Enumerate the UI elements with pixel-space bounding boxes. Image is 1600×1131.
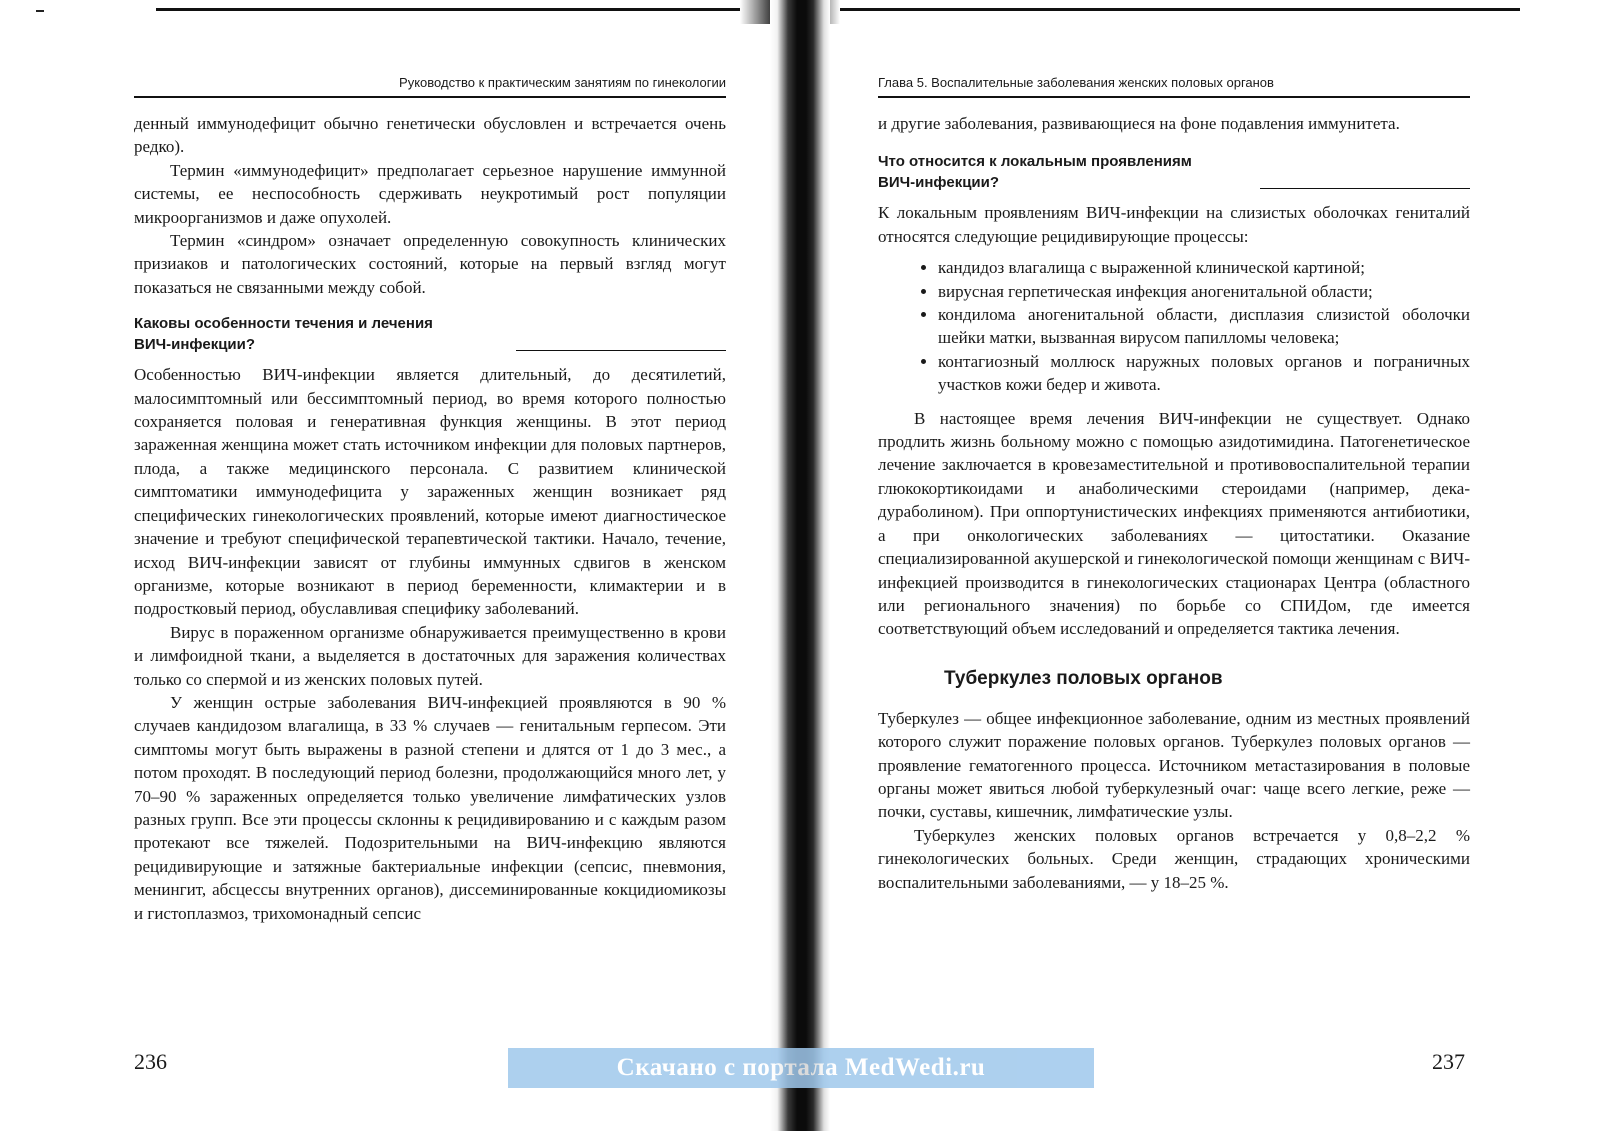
right-paragraph-local: К локальным проявлениям ВИЧ-инфекции на слизистых оболочках гениталий относятся следующие рецидивирующие процессы: — [878, 203, 1470, 246]
left-paragraph-3: Термин «синдром» означает определенную совокупность клинических призиаков и патологических состояний, которые на первый взгляд могут показаться не связанными между собой. — [134, 231, 726, 297]
watermark-banner — [508, 1048, 1094, 1088]
section-title: Туберкулез половых органов — [944, 667, 1223, 689]
left-page-number: 236 — [134, 1049, 167, 1074]
right-subheading — [878, 151, 1470, 193]
list-item: • кандидоз влагалища с выраженной клинической картиной; — [938, 256, 1470, 279]
watermark-text: Скачано с портала MedWedi.ru — [616, 1054, 986, 1081]
list-item: • кондилома аногенитальной области, дисплазия слизистой оболочки шейки матки, вызванная вирусом папилломы человека; — [938, 303, 1470, 350]
left-subheading — [134, 313, 726, 355]
right-subheading-rule — [1260, 188, 1470, 189]
book-spine-shadow — [770, 0, 830, 1131]
left-paragraph-1: денный иммунодефицит обычно генетически обусловлен и встречается очень редко). — [134, 114, 726, 157]
left-running-head: Руководство к практическим занятиям по гинекологии — [134, 74, 726, 98]
list-item: • контагиозный моллюск наружных половых органов и пограничных участков кожи бедер и живота. — [938, 350, 1470, 397]
right-page-number: 237 — [1432, 1049, 1465, 1074]
left-paragraph-women: У женщин острые заболевания ВИЧ-инфекцией проявляются в 90 % случаев кандидозом влагалища, в 33 % случаев — генитальным герпесом. Эти симптомы могут быть выражены в разной степени и длятся от 1 до 3 мес., а потом проходят. В последующий период болезни, продолжающийся много лет, у 70–90 % зараженных определяется только увеличение лимфатических узлов разных групп. Все эти процессы склонны к рецидивированию и с каждым разом протекают все тяжелей. Подозрительными на ВИЧ-инфекцию являются рецидивирующие и затяжные бактериальные инфекции (сепсис, пневмония, менингит, абсцессы внутренних органов), диссеминированные кокцидиомикозы и гистоплазмоз, трихомонадный сепсис — [134, 692, 726, 923]
right-paragraph-treatment: В настоящее время лечения ВИЧ-инфекции не существует. Однако продлить жизнь больному можно с помощью азидотимидина. Патогенетическое лечение заключается в кровезаместительной и противовоспалительной терапии глюкокортикоидами и анаболическими стероидами (например, дека-дураболином). При оппортунистических инфекциях применяются антибиотики, а при онкологических заболеваниях — цитостатики. Оказание специализированной акушерской и гинекологической помощи женщинам с ВИЧ-инфекцией производится в гинекологических стационарах Центра (областного или регионального значения) по борьбе со СПИДом, где имеется соответствующий объем исследований и определяется тактика лечения. — [878, 408, 1470, 639]
right-subheading-line1: Что относится к локальным проявлениям — [878, 153, 1192, 171]
left-paragraph-virus: Вирус в пораженном организме обнаруживается преимущественно в крови и лимфоидной ткани, а выделяется в достаточных для заражения количествах только со спермой и из женских половых путей. — [134, 622, 726, 689]
left-paragraph-features: Особенностью ВИЧ-инфекции является длительный, до десятилетий, малосимптомный или бессимптомный период, во время которого полностью сохраняется половая и генеративная функция женщины. В этот период зараженная женщина может стать источником инфекции для половых партнеров, плода, а также медицинского персонала. С развитием клинической симптоматики иммунодефицита у зараженных женщин возникает ряд специфических гинекологических проявлений, которые имеют диагностическое значение и требуют специфической терапевтической тактики. Начало, течение, исход ВИЧ-инфекции зависят от глубины иммунных сдвигов в женском организме, которые возникают в период беременности, климактерии и в подростковый период, обуславливая специфику заболеваний. — [134, 365, 726, 619]
left-subheading-rule — [516, 350, 726, 351]
right-paragraph-tb1: Туберкулез — общее инфекционное заболевание, одним из местных проявлений которого служит поражение половых органов. Туберкулез половых органов — проявление гематогенного процесса. Источником метастазирования в половые органы может явиться любой туберкулезный очаг: чаще всего легкие, реже — почки, суставы, кишечник, лимфатические узлы. — [878, 708, 1470, 822]
left-subheading-line2: ВИЧ-инфекции? — [134, 336, 256, 354]
left-subheading-line1: Каковы особенности течения и лечения — [134, 315, 433, 333]
right-page — [878, 74, 1470, 894]
left-top-edge — [156, 8, 746, 11]
scan-corner-mark — [36, 10, 44, 12]
left-page — [134, 74, 726, 925]
right-paragraph-tb2: Туберкулез женских половых органов встречается у 0,8–2,2 % гинекологических больных. Среди женщин, страдающих хроническими воспалительными заболеваниями, — у 18–25 %. — [878, 825, 1470, 892]
local-manifestations-list — [878, 256, 1470, 396]
right-subheading-line2: ВИЧ-инфекции? — [878, 174, 1000, 192]
left-paragraph-2: Термин «иммунодефицит» предполагает серьезное нарушение иммунной системы, ее неспособность сдерживать неукротимый рост популяции микроорганизмов и даже опухолей. — [134, 160, 726, 227]
right-paragraph-top: и другие заболевания, развивающиеся на фоне подавления иммунитета. — [878, 114, 1400, 133]
list-item: • вирусная герпетическая инфекция аногенитальной области; — [938, 280, 1470, 303]
right-running-head: Глава 5. Воспалительные заболевания женских половых органов — [878, 74, 1470, 98]
right-top-edge — [820, 8, 1520, 11]
